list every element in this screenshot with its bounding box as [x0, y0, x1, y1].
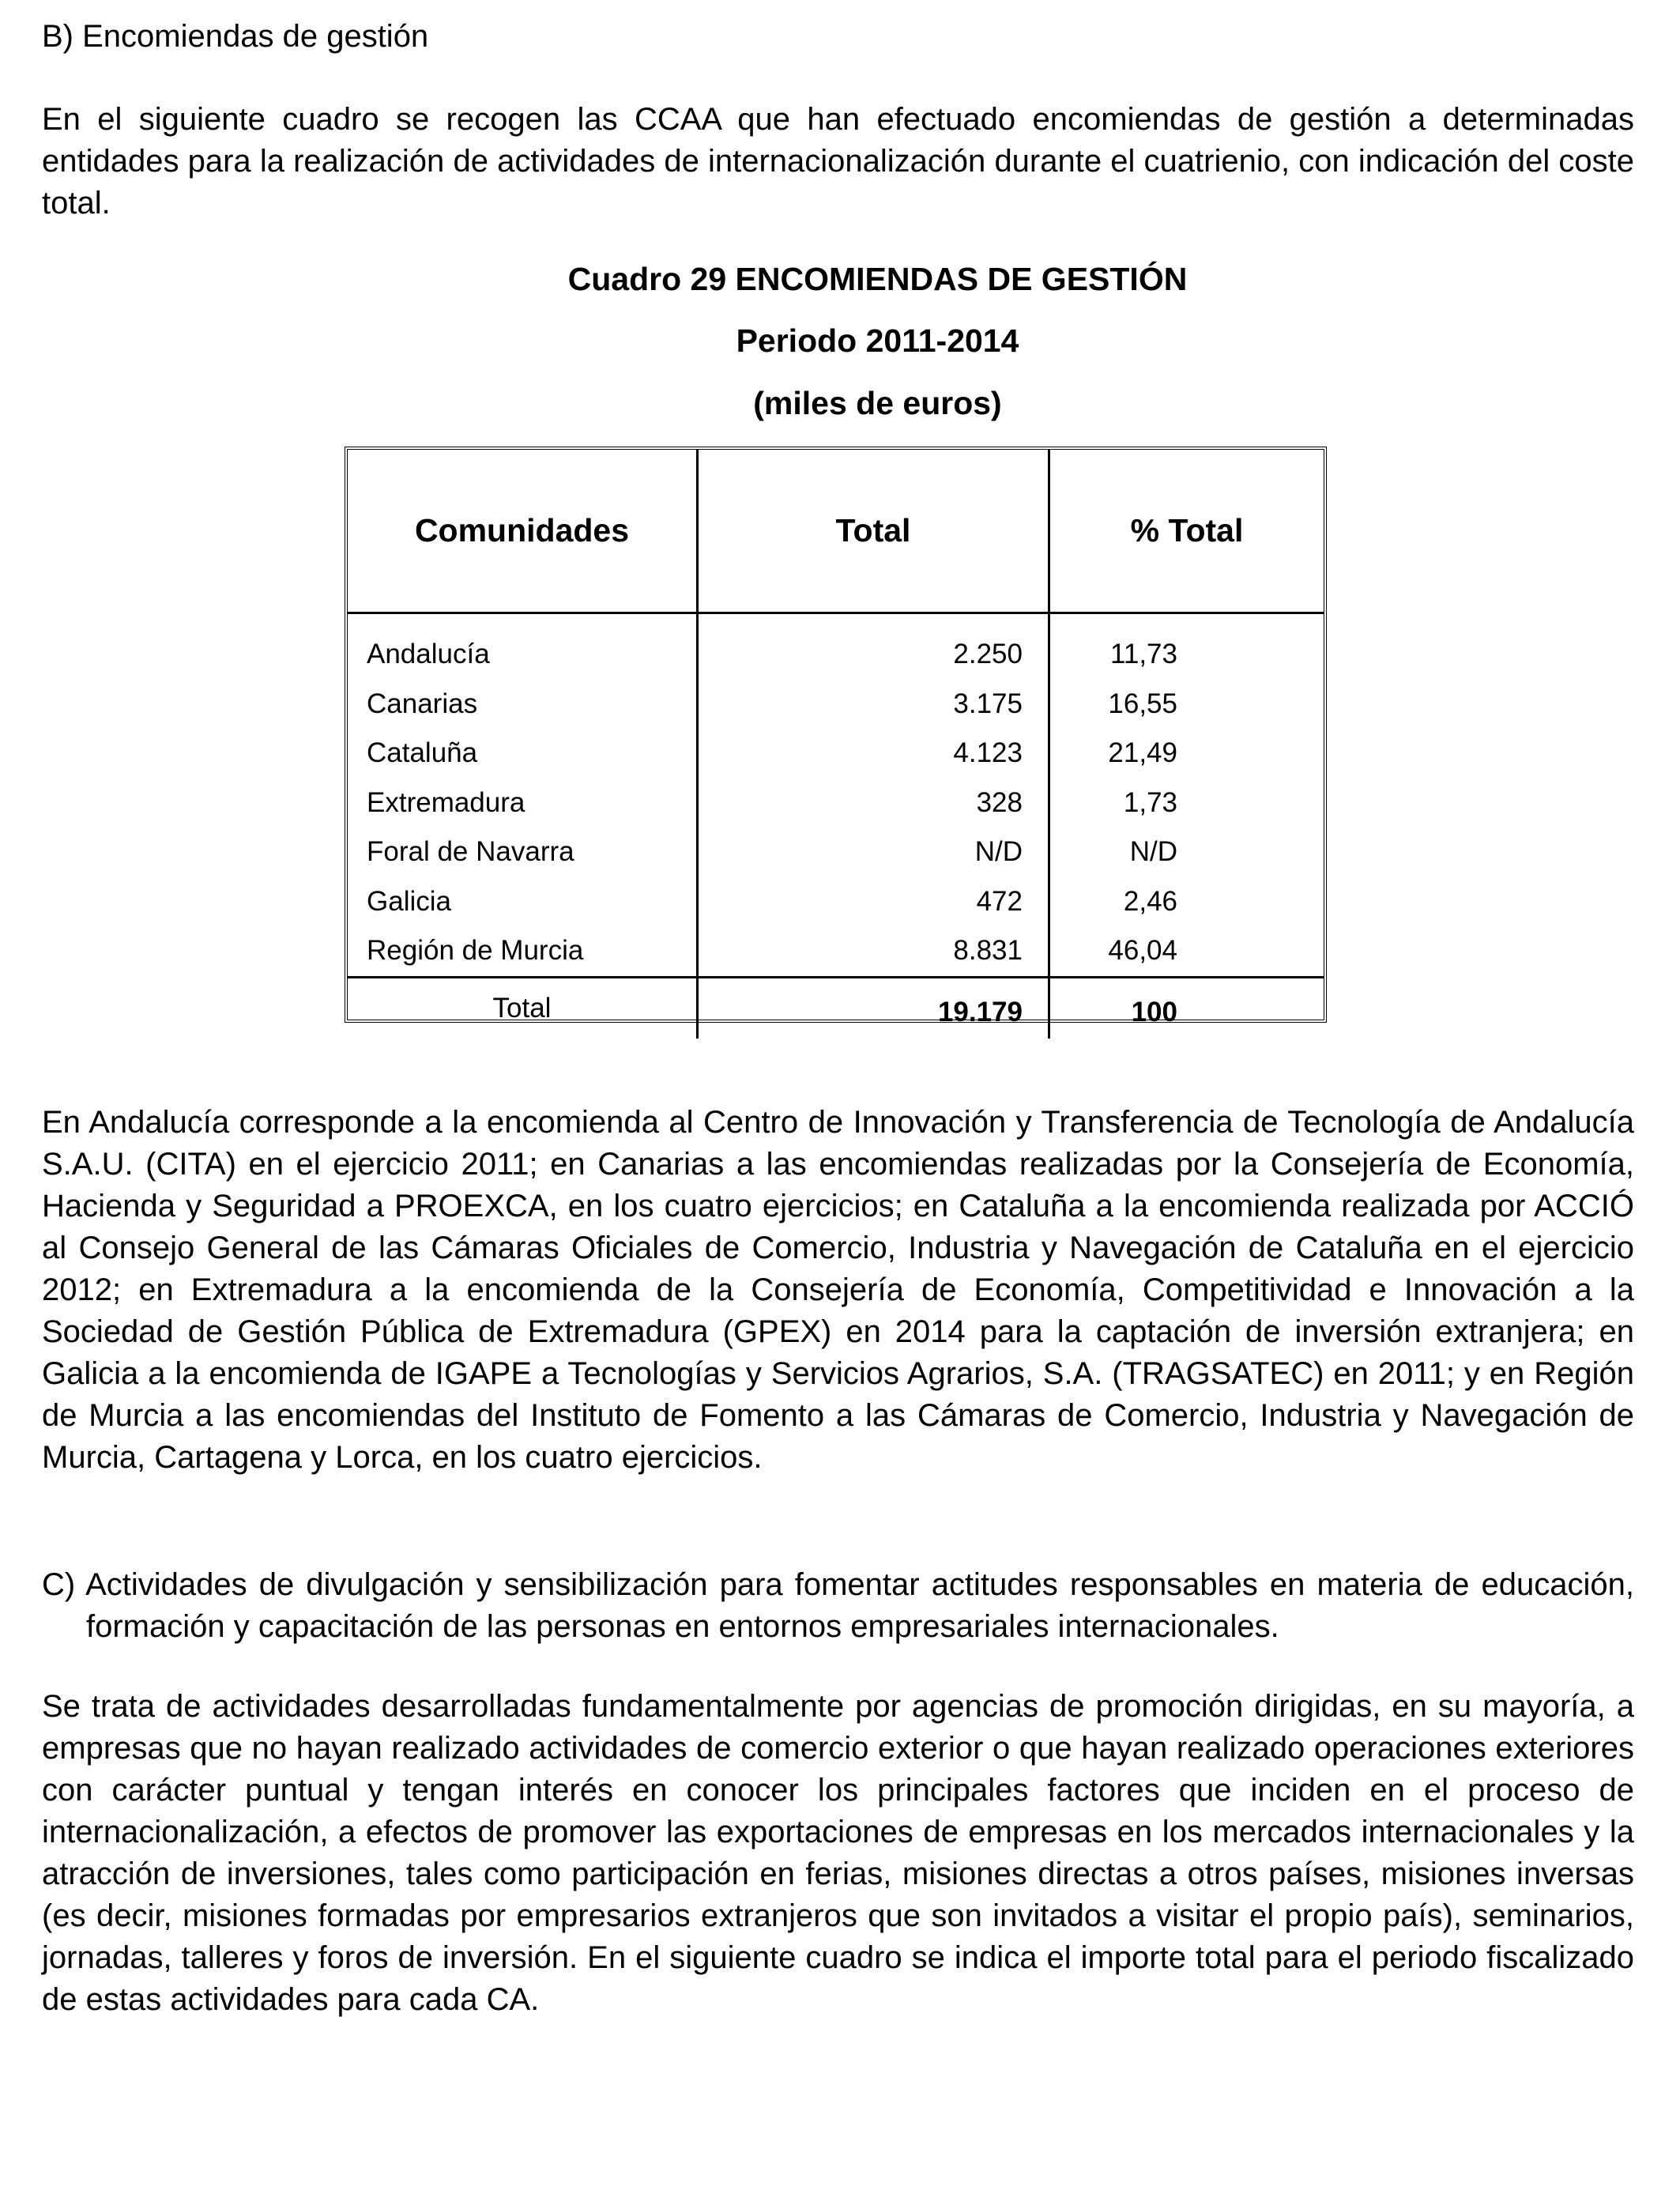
table-row [348, 729, 1324, 778]
table-period: Periodo 2011-2014 [736, 322, 1019, 359]
row-name: Extremadura [348, 778, 698, 828]
closing-paragraph: Se trata de actividades desarrolladas fundamentalmente por agencias de promoción dirigidas, en su mayoría, a empresas que no hayan realizado actividades de comercio exterior o que hayan realizado operaciones exteriores con carácter puntual y tengan interés en conocer los principales factores que inciden en el proceso de internacionalización, a efectos de promover las exportaciones de empresas en los mercados internacionales y la atracción de inversiones, tales como participación en ferias, misiones directas a otros países, misiones inversas (es decir, misiones formadas por empresarios extranjeros que son invitados a visitar el propio país), seminarios, jornadas, talleres y foros de inversión. En el siguiente cuadro se indica el importe total para el periodo fiscalizado de estas actividades para cada CA. [42, 1689, 1634, 2017]
header-total: Total [698, 450, 1049, 613]
row-name: Foral de Navarra [348, 827, 698, 877]
row-total: N/D [698, 827, 1049, 877]
table-row [348, 680, 1324, 729]
table-row [348, 778, 1324, 828]
total-pct: 100 [1049, 977, 1324, 1039]
table-row [348, 613, 1324, 680]
detail-paragraph: En Andalucía corresponde a la encomienda al Centro de Innovación y Transferencia de Tecnología de Andalucía S.A.U. (CITA) en el ejercicio 2011; en Canarias a las encomiendas realizadas por la Consejería de Economía, Hacienda y Seguridad a PROEXCA, en los cuatro ejercicios; en Cataluña a la encomienda realizada por ACCIÓ al Consejo General de las Cámaras Oficiales de Comercio, Industria y Navegación de Cataluña en el ejercicio 2012; en Extremadura a la encomienda de la Consejería de Economía, Competitividad e Innovación a la Sociedad de Gestión Pública de Extremadura (GPEX) en 2014 para la captación de inversión extranjera; en Galicia a la encomienda de IGAPE a Tecnologías y Servicios Agrarios, S.A. (TRAGSATEC) en 2011; y en Región de Murcia a las encomiendas del Instituto de Fomento a las Cámaras de Comercio, Industria y Navegación de Murcia, Cartagena y Lorca, en los cuatro ejercicios. [42, 1105, 1634, 1475]
row-total: 328 [698, 778, 1049, 828]
row-name: Cataluña [348, 729, 698, 778]
row-total: 8.831 [698, 926, 1049, 977]
table-units: (miles de euros) [753, 385, 1002, 421]
total-value: 19.179 [698, 977, 1049, 1039]
row-name: Canarias [348, 680, 698, 729]
header-pct-total: % Total [1049, 450, 1324, 613]
row-total: 472 [698, 877, 1049, 927]
row-total: 2.250 [698, 613, 1049, 680]
row-pct: 1,73 [1123, 786, 1177, 818]
row-name: Región de Murcia [348, 926, 698, 977]
table-row [348, 926, 1324, 977]
row-total: 4.123 [698, 729, 1049, 778]
encomiendas-table [345, 447, 1327, 1027]
header-comunidades: Comunidades [348, 450, 698, 613]
table-row [348, 827, 1324, 877]
row-pct: 46,04 [1108, 935, 1177, 967]
table-title: Cuadro 29 ENCOMIENDAS DE GESTIÓN [567, 261, 1188, 297]
table-header-row [348, 450, 1324, 613]
row-name: Andalucía [348, 613, 698, 680]
section-b-heading: B) Encomiendas de gestión [42, 19, 429, 54]
row-pct: N/D [1129, 836, 1177, 868]
intro-paragraph: En el siguiente cuadro se recogen las CCAA que han efectuado encomiendas de gestión a determinadas entidades para la realización de actividades de internacionalización durante el cuatrienio, con indicación del coste total. [42, 102, 1634, 221]
section-c-heading: C) Actividades de divulgación y sensibilización para fomentar actitudes responsables en materia de educación, formación y capacitación de las personas en entornos empresariales internacionales. [42, 1567, 1634, 1644]
row-pct: 16,55 [1108, 688, 1177, 719]
total-label: Total [348, 977, 698, 1039]
table-row [348, 877, 1324, 927]
row-pct: 2,46 [1123, 885, 1177, 917]
row-pct: 21,49 [1108, 737, 1177, 769]
row-name: Galicia [348, 877, 698, 927]
table-total-row [348, 977, 1324, 1039]
row-pct: 11,73 [1110, 639, 1177, 670]
row-total: 3.175 [698, 680, 1049, 729]
